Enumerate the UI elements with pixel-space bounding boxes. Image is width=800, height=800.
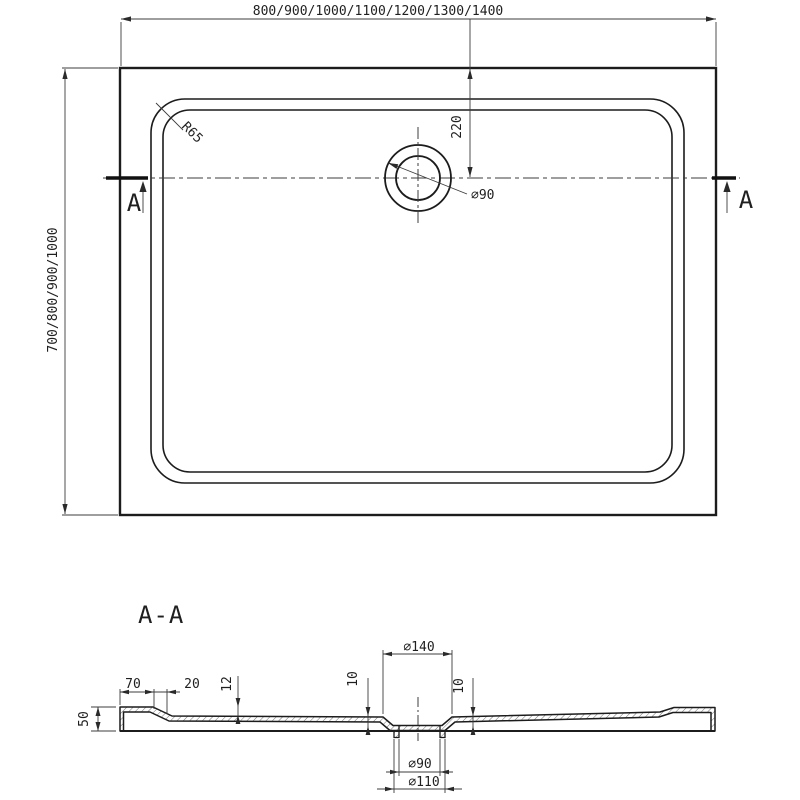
recess10-left-arrow-top <box>366 707 371 716</box>
dia110-arrow-left <box>385 787 394 792</box>
slope-width-label: 20 <box>184 677 200 692</box>
recess-depth-left-label: 10 <box>346 671 361 687</box>
dia140-arrow-right <box>443 652 452 657</box>
drain-leader-arrow <box>388 163 398 169</box>
drain-offset-arrow-top <box>467 69 472 79</box>
recess-bottom-diameter-label: ⌀110 <box>408 775 440 790</box>
width-arrow-right <box>706 16 716 21</box>
height-dim-label: 700/800/900/1000 <box>46 227 61 353</box>
corner-radius-label: R65 <box>178 119 206 147</box>
rim70-arrow-right <box>145 690 154 695</box>
recess-depth-right-label: 10 <box>452 678 467 694</box>
recess10-right-arrow-top <box>471 707 476 716</box>
spigot-wall-left <box>394 731 399 738</box>
width-arrow-left <box>121 16 131 21</box>
dia90-arrow-right <box>440 770 449 775</box>
height-arrow-bottom <box>62 504 67 514</box>
drain-leader-line <box>389 163 467 194</box>
spigot-wall-right <box>440 731 445 738</box>
depth12-arrow-top <box>236 698 241 707</box>
height50-arrow-top <box>96 707 101 716</box>
section-marker-left-label: A <box>126 189 142 217</box>
dia110-arrow-right <box>445 787 454 792</box>
width-dim-label: 800/900/1000/1100/1200/1300/1400 <box>252 4 504 19</box>
drain-hole-diameter-label: ⌀90 <box>408 757 432 772</box>
recess-top-diameter-label: ⌀140 <box>403 640 435 655</box>
overall-height-label: 50 <box>77 711 92 727</box>
section-marker-right-label: A <box>738 186 754 214</box>
drain-offset-label: 220 <box>450 115 465 139</box>
height50-arrow-bottom <box>96 722 101 731</box>
section-view <box>77 601 715 793</box>
dia140-arrow-left <box>383 652 392 657</box>
dia90-arrow-left <box>390 770 399 775</box>
rim-width-label: 70 <box>125 677 141 692</box>
basin-depth-label: 12 <box>220 676 235 692</box>
drain-diameter-label: ⌀90 <box>471 188 495 203</box>
slope20-arrow-right <box>167 690 176 695</box>
drain-offset-arrow-bottom <box>467 167 472 177</box>
height-arrow-top <box>62 69 67 79</box>
section-arrow-right <box>723 181 730 192</box>
section-title: A-A <box>138 601 185 629</box>
top-view <box>46 4 754 515</box>
radius-leader-line <box>156 103 183 130</box>
